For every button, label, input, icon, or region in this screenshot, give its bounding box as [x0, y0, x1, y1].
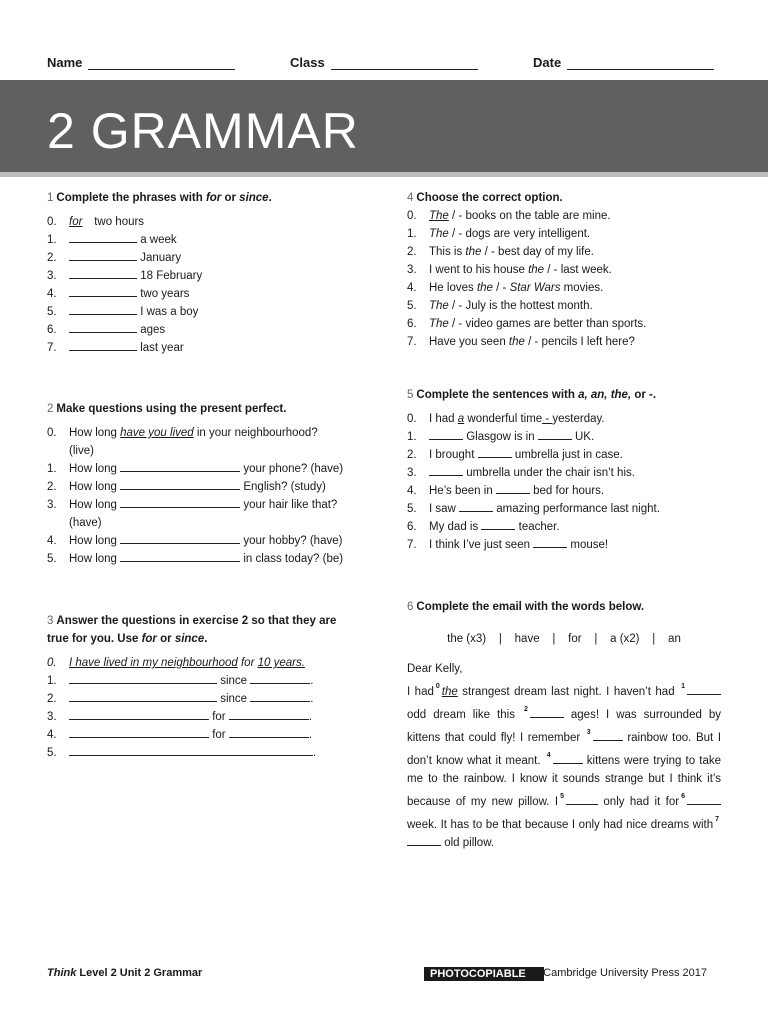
answer-blank: [481, 518, 515, 530]
answer-blank: [250, 690, 310, 702]
list-item[interactable]: 0. The / - books on the table are mine.: [407, 210, 611, 222]
answer-blank: [120, 478, 240, 490]
list-item[interactable]: 7. last year: [47, 339, 367, 357]
list-item[interactable]: 4. two years: [47, 285, 367, 303]
word-bank: the (x3) | have | for | a (x2) | an: [447, 633, 681, 645]
name-field[interactable]: [47, 55, 235, 77]
answer-blank: [69, 744, 313, 756]
answer-blank: [120, 496, 240, 508]
list-item[interactable]: 7. Have you seen the / - pencils I left here?: [407, 336, 635, 348]
email-body: I had $^0$ the strangest dream last night. I haven’t had $^1$ odd dream like this $^2$ ages! I was surrounded by kittens that could fly! I remember $^3$ rainbow too. But I don’t know what it meant. $^4$ kittens were trying to take me to the rainbow. I know it sounds strange but I think it’s because of my new pillow. I $^5$ only had it for $^6$ week. It has to be that because I only had nice dreams with $^7$ old pillow.: [407, 683, 722, 849]
name-label: Name: [47, 55, 83, 70]
answer-blank: [69, 321, 137, 333]
exercise-5-instruction: 5 Complete the sentences with a, an, the, or -.: [407, 389, 657, 401]
answer-blank: [69, 249, 137, 261]
list-item[interactable]: 1. How long your phone? (have): [47, 460, 367, 478]
exercise-2-instruction: 2 Make questions using the present perfect.: [47, 403, 287, 415]
answer-blank: [120, 460, 240, 472]
footer: [47, 967, 719, 979]
list-item[interactable]: 2. I brought umbrella just in case.: [407, 446, 727, 464]
example-answer: for: [69, 216, 83, 228]
photocopiable-badge: PHOTOCOPIABLE: [424, 967, 544, 981]
date-label: Date: [533, 55, 562, 70]
exercise-3-instruction: 3 Answer the questions in exercise 2 so that they are true for you. Use for or since.: [47, 615, 337, 645]
answer-blank[interactable]: [530, 706, 564, 718]
answer-blank: [69, 690, 217, 702]
page-title: 2 GRAMMAR: [47, 103, 359, 159]
answer-blank: [533, 536, 567, 548]
exercise-6: [407, 598, 721, 852]
footer-level: Level 2 Unit 2 Grammar: [76, 967, 203, 979]
answer-blank: [250, 672, 310, 684]
exercise-6-instruction: 6 Complete the email with the words below.: [407, 601, 645, 613]
exercise-2: [47, 400, 367, 568]
exercise-3: [47, 612, 357, 762]
list-item[interactable]: 2. How long English? (study): [47, 478, 367, 496]
copyright-text: © Cambridge University Press 2017: [532, 967, 708, 979]
list-item[interactable]: 1. Glasgow is in UK.: [407, 428, 727, 446]
answer-blank: [120, 550, 240, 562]
list-item[interactable]: 3. How long your hair like that? (have): [47, 496, 367, 532]
title-band: [0, 80, 768, 177]
list-item: 0. for two hours: [47, 213, 367, 231]
date-field[interactable]: [533, 55, 714, 77]
answer-blank: [478, 446, 512, 458]
list-item[interactable]: 2. This is the / - best day of my life.: [407, 246, 594, 258]
answer-blank: [69, 231, 137, 243]
list-item[interactable]: 5. The / - July is the hottest month.: [407, 300, 593, 312]
exercise-1-instruction: 1 Complete the phrases with for or since.: [47, 192, 272, 204]
answer-blank[interactable]: [407, 834, 441, 846]
answer-blank: [69, 339, 137, 351]
answer-blank: [69, 303, 137, 315]
class-line[interactable]: [331, 57, 478, 70]
email-greeting: Dear Kelly,: [407, 663, 463, 675]
class-field[interactable]: [290, 55, 478, 77]
list-item[interactable]: 3. umbrella under the chair isn’t his.: [407, 464, 727, 482]
answer-blank: [69, 672, 217, 684]
list-item[interactable]: 4. for .: [47, 726, 357, 744]
date-line[interactable]: [567, 57, 714, 70]
answer-blank[interactable]: [687, 793, 721, 805]
answer-blank: [459, 500, 493, 512]
list-item: 0. I have lived in my neighbourhood for 10 years.: [47, 657, 305, 669]
list-item: 0. How long have you lived in your neighbourhood? (live): [47, 427, 318, 457]
answer-blank: [538, 428, 572, 440]
answer-blank[interactable]: [553, 752, 583, 764]
answer-blank: [120, 532, 240, 544]
name-line[interactable]: [88, 57, 235, 70]
list-item[interactable]: 5. .: [47, 744, 357, 762]
answer-blank: [229, 726, 309, 738]
exercise-4: [407, 189, 727, 351]
list-item[interactable]: 3. I went to his house the / - last week.: [407, 264, 612, 276]
exercise-4-instruction: 4 Choose the correct option.: [407, 192, 563, 204]
list-item[interactable]: 4. How long your hobby? (have): [47, 532, 367, 550]
list-item[interactable]: 6. The / - video games are better than sports.: [407, 318, 647, 330]
answer-blank: [496, 482, 530, 494]
exercise-1: [47, 189, 367, 357]
list-item[interactable]: 6. ages: [47, 321, 367, 339]
list-item[interactable]: 3. 18 February: [47, 267, 367, 285]
list-item[interactable]: 4. He’s been in bed for hours.: [407, 482, 727, 500]
answer-blank[interactable]: [687, 683, 721, 695]
answer-blank: [429, 428, 463, 440]
answer-blank: [69, 267, 137, 279]
answer-blank: [429, 464, 463, 476]
class-label: Class: [290, 55, 325, 70]
list-item[interactable]: 2. January: [47, 249, 367, 267]
list-item[interactable]: 1. a week: [47, 231, 367, 249]
answer-blank[interactable]: [593, 729, 623, 741]
list-item[interactable]: 4. He loves the / - Star Wars movies.: [407, 282, 604, 294]
answer-blank: [69, 285, 137, 297]
list-item[interactable]: 1. since .: [47, 672, 357, 690]
list-item[interactable]: 1. The / - dogs are very intelligent.: [407, 228, 591, 240]
exercise-5: [407, 386, 727, 554]
answer-blank: [69, 708, 209, 720]
list-item[interactable]: 5. I saw amazing performance last night.: [407, 500, 727, 518]
list-item[interactable]: 7. I think I’ve just seen mouse!: [407, 536, 727, 554]
list-item[interactable]: 5. How long in class today? (be): [47, 550, 367, 568]
answer-blank: [229, 708, 309, 720]
list-item: 0. I had a wonderful time - yesterday.: [407, 413, 605, 425]
answer-blank[interactable]: [566, 793, 598, 805]
answer-blank: [69, 726, 209, 738]
list-item[interactable]: 2. since .: [47, 690, 357, 708]
footer-series: Think: [47, 967, 77, 979]
list-item[interactable]: 5. I was a boy: [47, 303, 367, 321]
list-item[interactable]: 6. My dad is teacher.: [407, 518, 727, 536]
list-item[interactable]: 3. for .: [47, 708, 357, 726]
